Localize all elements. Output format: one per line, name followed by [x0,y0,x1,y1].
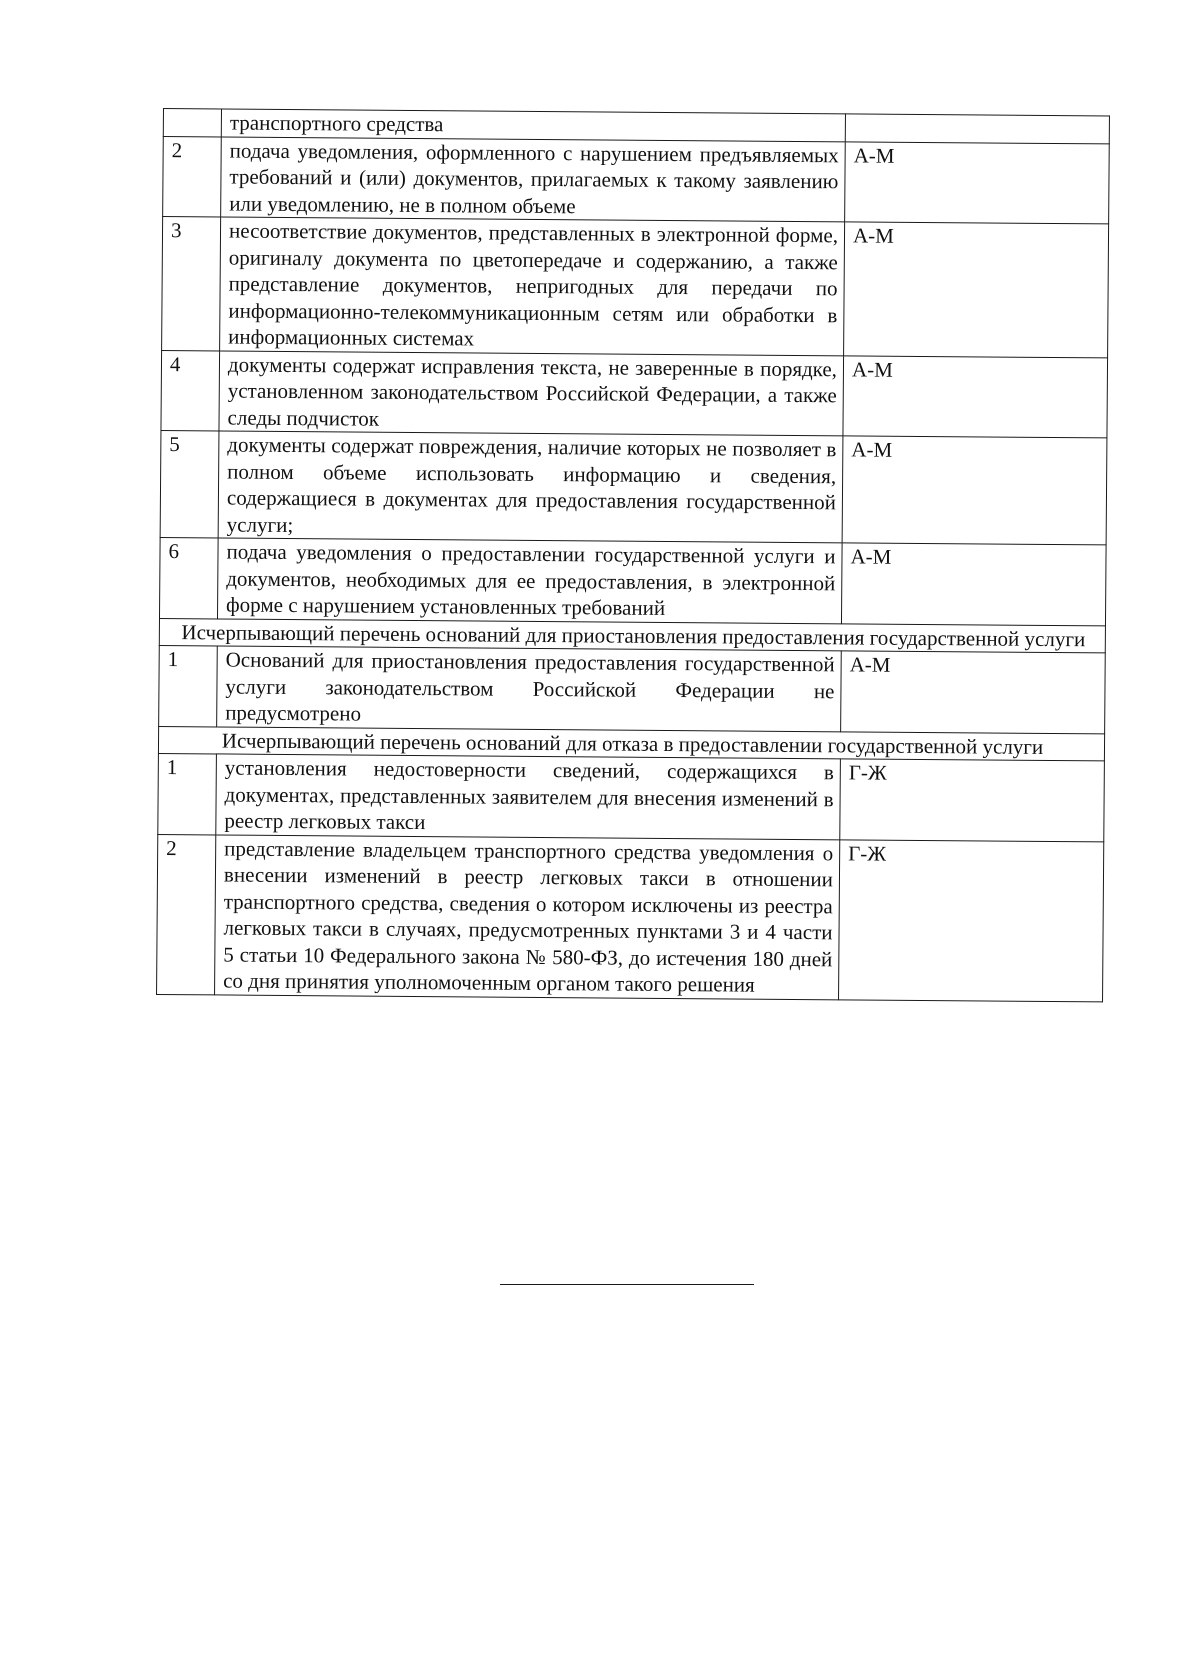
row-code-cell: А-М [845,141,1110,224]
row-number-cell [163,109,221,137]
row-number-cell: 2 [157,834,216,994]
row-text-cell: несоответствие документов, представленных в электронной форме, оригиналу документа по цветопередаче и содержанию, а также представление документов, непригодных для передачи по информационно-телекоммуникационным сетям или обработки в информационных системах [220,217,845,355]
section-heading-suspension: Исчерпывающий перечень оснований для приостановления предоставления государственной услуги [159,618,1105,653]
row-text-cell: документы содержат исправления текста, не заверенные в порядке, установленном законодательством Российской Федерации, а также следы подчисток [219,350,844,435]
row-number-cell: 5 [160,430,219,537]
row-number-cell: 1 [158,753,217,834]
row-number-cell: 4 [161,350,220,431]
row-text-cell: подача уведомления о предоставлении государственной услуги и документов, необходимых для ее предоставления, в электронной форме с нарушением установленных требований [217,538,842,623]
table-row [159,645,1106,733]
table-row [160,430,1107,544]
end-of-document-divider [500,1284,754,1285]
row-text-cell: транспортного средства [221,109,845,141]
table-row [162,217,1109,358]
table-row [157,834,1104,1001]
row-code-cell: А-М [841,543,1106,626]
row-number-cell: 1 [159,645,218,726]
table-row [159,537,1106,625]
row-text-cell: подача уведомления, оформленного с нарушением предъявляемых требований и (или) документов, прилагаемых к такому заявлению или уведомлению, не в полном объеме [221,136,846,221]
row-text-cell: документы содержат повреждения, наличие которых не позволяет в полном объеме использовать информацию и сведения, содержащиеся в документах для предоставления государственной услуги; [218,431,843,543]
row-code-cell: Г-Ж [840,759,1105,842]
table-row [158,753,1105,841]
row-code-cell: А-М [843,355,1108,438]
row-code-cell: А-М [842,436,1107,545]
grounds-table [156,108,1110,1002]
row-code-cell: А-М [841,651,1106,734]
row-text-cell: Оснований для приостановления предоставления государственной услуги законодательством Российской Федерации не предусмотрено [217,646,842,731]
row-code-cell [845,114,1109,144]
row-code-cell: А-М [844,222,1109,358]
row-number-cell: 6 [159,537,218,618]
table-row [163,136,1110,224]
row-number-cell: 3 [162,217,221,351]
table-row [161,350,1108,438]
row-code-cell: Г-Ж [839,839,1104,1001]
row-text-cell: представление владельцем транспортного средства уведомления о внесении изменений в реестр легковых такси в отношении транспортного средства, сведения о котором исключены из реестра легковых такси в случаях, предусмотренных пунктами 3 и 4 части 5 статьи 10 Федерального закона № 580-ФЗ, до истечения 180 дней со дня принятия уполномоченным органом такого решения [215,834,840,999]
row-number-cell: 2 [163,136,222,217]
row-text-cell: установления недостоверности сведений, содержащихся в документах, представленных заявителем для внесения изменений в реестр легковых такси [216,754,841,839]
section-heading-refusal: Исчерпывающий перечень оснований для отказа в предоставлении государственной услуги [158,726,1104,761]
